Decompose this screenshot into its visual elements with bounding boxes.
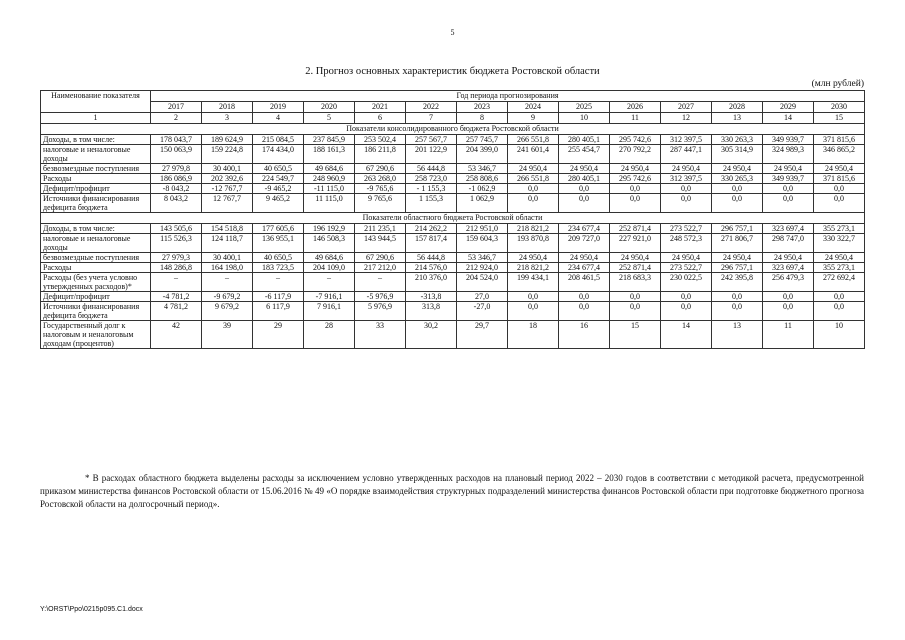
- page-number: 5: [450, 28, 455, 37]
- value-cell: 252 871,4: [610, 224, 661, 234]
- value-cell: 227 921,0: [610, 234, 661, 253]
- value-cell: -8 043,2: [151, 184, 202, 194]
- file-path: Y:\ORST\Ppo\0215p095.C1.docx: [40, 606, 143, 613]
- value-cell: 204 524,0: [457, 273, 508, 292]
- value-cell: 154 518,8: [202, 224, 253, 234]
- value-cell: –: [355, 273, 406, 292]
- column-number: 12: [661, 113, 712, 124]
- value-cell: 24 950,4: [610, 164, 661, 174]
- row-label: Дефицит/профицит: [41, 292, 151, 302]
- section-title: Показатели областного бюджета Ростовской области: [41, 213, 865, 224]
- year-header: 2024: [508, 102, 559, 113]
- table-row: [41, 145, 865, 164]
- section-header-row: [41, 213, 865, 224]
- value-cell: 210 376,0: [406, 273, 457, 292]
- value-cell: 0,0: [763, 194, 814, 213]
- value-cell: 0,0: [610, 302, 661, 321]
- value-cell: 0,0: [814, 194, 865, 213]
- value-cell: 30 400,1: [202, 253, 253, 263]
- value-cell: 18: [508, 321, 559, 349]
- value-cell: 355 273,1: [814, 263, 865, 273]
- year-header: 2021: [355, 102, 406, 113]
- value-cell: –: [151, 273, 202, 292]
- column-number: 15: [814, 113, 865, 124]
- value-cell: 323 697,4: [763, 263, 814, 273]
- table-row: [41, 174, 865, 184]
- column-number: 13: [712, 113, 763, 124]
- value-cell: 212 951,0: [457, 224, 508, 234]
- row-label: Государственный долг к налоговым и неналоговым доходам (процентов): [41, 321, 151, 349]
- value-cell: 218 821,2: [508, 263, 559, 273]
- value-cell: 252 871,4: [610, 263, 661, 273]
- value-cell: 230 022,5: [661, 273, 712, 292]
- value-cell: 24 950,4: [508, 253, 559, 263]
- column-number: 3: [202, 113, 253, 124]
- value-cell: 204 109,0: [304, 263, 355, 273]
- value-cell: 53 346,7: [457, 253, 508, 263]
- section-title: Показатели консолидированного бюджета Ростовской области: [41, 124, 865, 135]
- value-cell: 4 781,2: [151, 302, 202, 321]
- value-cell: 272 692,4: [814, 273, 865, 292]
- period-header: Год периода прогнозирования: [151, 91, 865, 102]
- value-cell: 214 576,0: [406, 263, 457, 273]
- value-cell: 157 817,4: [406, 234, 457, 253]
- column-number: 14: [763, 113, 814, 124]
- value-cell: 42: [151, 321, 202, 349]
- value-cell: 24 950,4: [610, 253, 661, 263]
- value-cell: 29: [253, 321, 304, 349]
- value-cell: 280 405,1: [559, 135, 610, 145]
- value-cell: -9 679,2: [202, 292, 253, 302]
- column-number: 11: [610, 113, 661, 124]
- value-cell: 295 742,6: [610, 174, 661, 184]
- value-cell: 257 745,7: [457, 135, 508, 145]
- value-cell: 212 924,0: [457, 263, 508, 273]
- value-cell: 273 522,7: [661, 263, 712, 273]
- column-number: 6: [355, 113, 406, 124]
- value-cell: 0,0: [559, 302, 610, 321]
- value-cell: 280 405,1: [559, 174, 610, 184]
- table-row: [41, 263, 865, 273]
- year-header: 2019: [253, 102, 304, 113]
- value-cell: 24 950,4: [559, 253, 610, 263]
- value-cell: 253 502,4: [355, 135, 406, 145]
- value-cell: 30,2: [406, 321, 457, 349]
- value-cell: 204 399,0: [457, 145, 508, 164]
- value-cell: 39: [202, 321, 253, 349]
- value-cell: 186 211,8: [355, 145, 406, 164]
- value-cell: 10: [814, 321, 865, 349]
- value-cell: 256 479,3: [763, 273, 814, 292]
- value-cell: 349 939,7: [763, 135, 814, 145]
- value-cell: 13: [712, 321, 763, 349]
- value-cell: 196 192,9: [304, 224, 355, 234]
- column-numbers-row: [41, 113, 865, 124]
- value-cell: 143 944,5: [355, 234, 406, 253]
- value-cell: -7 916,1: [304, 292, 355, 302]
- table-row: [41, 292, 865, 302]
- value-cell: –: [202, 273, 253, 292]
- value-cell: -6 117,9: [253, 292, 304, 302]
- value-cell: 188 161,3: [304, 145, 355, 164]
- value-cell: -5 976,9: [355, 292, 406, 302]
- value-cell: 33: [355, 321, 406, 349]
- value-cell: 40 650,5: [253, 253, 304, 263]
- value-cell: 146 508,3: [304, 234, 355, 253]
- name-column-header: Наименование показателя: [41, 91, 151, 113]
- value-cell: 218 821,2: [508, 224, 559, 234]
- value-cell: 11 115,0: [304, 194, 355, 213]
- value-cell: 287 447,1: [661, 145, 712, 164]
- value-cell: -4 781,2: [151, 292, 202, 302]
- table-row: [41, 135, 865, 145]
- table-row: [41, 253, 865, 263]
- value-cell: 0,0: [712, 184, 763, 194]
- value-cell: 199 434,1: [508, 273, 559, 292]
- table-row: [41, 302, 865, 321]
- value-cell: 217 212,0: [355, 263, 406, 273]
- value-cell: 27,0: [457, 292, 508, 302]
- year-header: 2025: [559, 102, 610, 113]
- year-header: 2023: [457, 102, 508, 113]
- value-cell: -9 765,6: [355, 184, 406, 194]
- value-cell: 248 960,9: [304, 174, 355, 184]
- value-cell: 201 122,9: [406, 145, 457, 164]
- value-cell: 24 950,4: [712, 164, 763, 174]
- value-cell: 159 604,3: [457, 234, 508, 253]
- value-cell: 305 314,9: [712, 145, 763, 164]
- value-cell: 0,0: [508, 194, 559, 213]
- value-cell: 371 815,6: [814, 174, 865, 184]
- value-cell: 0,0: [763, 184, 814, 194]
- value-cell: 5 976,9: [355, 302, 406, 321]
- value-cell: 24 950,4: [814, 253, 865, 263]
- value-cell: 371 815,6: [814, 135, 865, 145]
- value-cell: 24 950,4: [814, 164, 865, 174]
- budget-forecast-table: [40, 90, 865, 349]
- value-cell: 296 757,1: [712, 224, 763, 234]
- budget-table-container: [40, 90, 864, 349]
- value-cell: 183 723,5: [253, 263, 304, 273]
- value-cell: -12 767,7: [202, 184, 253, 194]
- value-cell: 178 043,7: [151, 135, 202, 145]
- value-cell: 346 865,2: [814, 145, 865, 164]
- value-cell: 0,0: [814, 184, 865, 194]
- value-cell: 14: [661, 321, 712, 349]
- value-cell: 0,0: [814, 302, 865, 321]
- row-label: Расходы (без учета условно утвержденных расходов)*: [41, 273, 151, 292]
- value-cell: - 1 155,3: [406, 184, 457, 194]
- value-cell: 15: [610, 321, 661, 349]
- value-cell: 255 454,7: [559, 145, 610, 164]
- year-header: 2026: [610, 102, 661, 113]
- value-cell: 234 677,4: [559, 263, 610, 273]
- value-cell: 0,0: [712, 302, 763, 321]
- value-cell: 324 989,3: [763, 145, 814, 164]
- value-cell: 115 526,3: [151, 234, 202, 253]
- column-number: 5: [304, 113, 355, 124]
- row-label: Доходы, в том числе:: [41, 224, 151, 234]
- year-header: 2017: [151, 102, 202, 113]
- value-cell: 0,0: [610, 194, 661, 213]
- value-cell: 6 117,9: [253, 302, 304, 321]
- table-row: [41, 164, 865, 174]
- value-cell: 67 290,6: [355, 164, 406, 174]
- value-cell: 313,8: [406, 302, 457, 321]
- value-cell: 9 679,2: [202, 302, 253, 321]
- row-label: Источники финансирования дефицита бюджета: [41, 194, 151, 213]
- value-cell: 124 118,7: [202, 234, 253, 253]
- value-cell: 271 806,7: [712, 234, 763, 253]
- row-label: Расходы: [41, 174, 151, 184]
- value-cell: 24 950,4: [763, 164, 814, 174]
- value-cell: 9 765,6: [355, 194, 406, 213]
- value-cell: 208 461,5: [559, 273, 610, 292]
- value-cell: 330 265,3: [712, 174, 763, 184]
- value-cell: 56 444,8: [406, 253, 457, 263]
- budget-table-body: [41, 124, 865, 349]
- value-cell: 237 845,9: [304, 135, 355, 145]
- year-header: 2018: [202, 102, 253, 113]
- value-cell: 174 434,0: [253, 145, 304, 164]
- value-cell: 30 400,1: [202, 164, 253, 174]
- column-number: 2: [151, 113, 202, 124]
- value-cell: 186 086,9: [151, 174, 202, 184]
- value-cell: -1 062,9: [457, 184, 508, 194]
- value-cell: 241 601,4: [508, 145, 559, 164]
- row-label: налоговые и неналоговые доходы: [41, 234, 151, 253]
- value-cell: 215 084,5: [253, 135, 304, 145]
- value-cell: 0,0: [661, 292, 712, 302]
- row-label: Дефицит/профицит: [41, 184, 151, 194]
- table-row: [41, 234, 865, 253]
- value-cell: 49 684,6: [304, 164, 355, 174]
- value-cell: 202 392,6: [202, 174, 253, 184]
- value-cell: –: [253, 273, 304, 292]
- value-cell: 53 346,7: [457, 164, 508, 174]
- value-cell: 258 808,6: [457, 174, 508, 184]
- value-cell: 312 397,5: [661, 174, 712, 184]
- value-cell: 224 549,7: [253, 174, 304, 184]
- value-cell: 248 572,3: [661, 234, 712, 253]
- value-cell: 12 767,7: [202, 194, 253, 213]
- value-cell: 263 268,0: [355, 174, 406, 184]
- value-cell: 67 290,6: [355, 253, 406, 263]
- value-cell: 0,0: [661, 184, 712, 194]
- value-cell: 234 677,4: [559, 224, 610, 234]
- value-cell: 9 465,2: [253, 194, 304, 213]
- value-cell: 323 697,4: [763, 224, 814, 234]
- value-cell: 330 322,7: [814, 234, 865, 253]
- value-cell: 273 522,7: [661, 224, 712, 234]
- value-cell: 24 950,4: [508, 164, 559, 174]
- year-header: 2029: [763, 102, 814, 113]
- value-cell: 40 650,5: [253, 164, 304, 174]
- value-cell: 193 870,8: [508, 234, 559, 253]
- value-cell: 330 263,3: [712, 135, 763, 145]
- value-cell: 0,0: [508, 184, 559, 194]
- year-header: 2020: [304, 102, 355, 113]
- table-row: [41, 184, 865, 194]
- value-cell: 0,0: [763, 292, 814, 302]
- value-cell: -313,8: [406, 292, 457, 302]
- value-cell: 257 567,7: [406, 135, 457, 145]
- value-cell: 136 955,1: [253, 234, 304, 253]
- value-cell: 0,0: [712, 292, 763, 302]
- value-cell: 270 792,2: [610, 145, 661, 164]
- value-cell: –: [304, 273, 355, 292]
- year-header: 2028: [712, 102, 763, 113]
- value-cell: 24 950,4: [661, 164, 712, 174]
- value-cell: 11: [763, 321, 814, 349]
- value-cell: 218 683,3: [610, 273, 661, 292]
- value-cell: 0,0: [508, 292, 559, 302]
- year-header: 2022: [406, 102, 457, 113]
- value-cell: 49 684,6: [304, 253, 355, 263]
- year-header: 2027: [661, 102, 712, 113]
- year-header: 2030: [814, 102, 865, 113]
- value-cell: 27 979,3: [151, 253, 202, 263]
- value-cell: 27 979,8: [151, 164, 202, 174]
- column-number: 4: [253, 113, 304, 124]
- value-cell: 0,0: [661, 302, 712, 321]
- column-number: 10: [559, 113, 610, 124]
- value-cell: 189 624,9: [202, 135, 253, 145]
- value-cell: 214 262,2: [406, 224, 457, 234]
- table-row: [41, 273, 865, 292]
- table-row: [41, 321, 865, 349]
- value-cell: 298 747,0: [763, 234, 814, 253]
- section-header-row: [41, 124, 865, 135]
- row-label: Источники финансирования дефицита бюджета: [41, 302, 151, 321]
- value-cell: -11 115,0: [304, 184, 355, 194]
- table-row: [41, 194, 865, 213]
- value-cell: -9 465,2: [253, 184, 304, 194]
- value-cell: 295 742,6: [610, 135, 661, 145]
- value-cell: 1 062,9: [457, 194, 508, 213]
- row-label: налоговые и неналоговые доходы: [41, 145, 151, 164]
- value-cell: 28: [304, 321, 355, 349]
- value-cell: -27,0: [457, 302, 508, 321]
- value-cell: 16: [559, 321, 610, 349]
- value-cell: 0,0: [661, 194, 712, 213]
- value-cell: 148 286,8: [151, 263, 202, 273]
- value-cell: 29,7: [457, 321, 508, 349]
- value-cell: 355 273,1: [814, 224, 865, 234]
- row-label: Доходы, в том числе:: [41, 135, 151, 145]
- value-cell: 159 224,8: [202, 145, 253, 164]
- value-cell: 296 757,1: [712, 263, 763, 273]
- value-cell: 177 605,6: [253, 224, 304, 234]
- row-label: Расходы: [41, 263, 151, 273]
- value-cell: 0,0: [610, 292, 661, 302]
- value-cell: 7 916,1: [304, 302, 355, 321]
- value-cell: 24 950,4: [661, 253, 712, 263]
- row-label: безвозмездные поступления: [41, 164, 151, 174]
- value-cell: 0,0: [610, 184, 661, 194]
- value-cell: 8 043,2: [151, 194, 202, 213]
- column-number: 8: [457, 113, 508, 124]
- value-cell: 0,0: [559, 184, 610, 194]
- column-number: 9: [508, 113, 559, 124]
- document-title: 2. Прогноз основных характеристик бюджета Ростовской области: [305, 66, 600, 77]
- value-cell: 1 155,3: [406, 194, 457, 213]
- value-cell: 266 551,8: [508, 174, 559, 184]
- value-cell: 349 939,7: [763, 174, 814, 184]
- years-header-row: [41, 102, 865, 113]
- footnote: * В расходах областного бюджета выделены расходы за исключением условно утвержденных расходов на плановый период 2022 – 2030 годов в соответствии с методикой расчета, предусмотренной приказом министерства финансов Ростовской области от 15.06.2016 № 49 «О порядке взаимодействия структурных подразделений министерства финансов Ростовской области при подготовке бюджетного прогноза Ростовской области на долгосрочный период».: [40, 473, 864, 509]
- units-label: (млн рублей): [811, 79, 864, 89]
- value-cell: 143 505,6: [151, 224, 202, 234]
- value-cell: 258 723,0: [406, 174, 457, 184]
- value-cell: 24 950,4: [559, 164, 610, 174]
- value-cell: 24 950,4: [763, 253, 814, 263]
- value-cell: 0,0: [559, 194, 610, 213]
- table-row: [41, 224, 865, 234]
- value-cell: 209 727,0: [559, 234, 610, 253]
- value-cell: 24 950,4: [712, 253, 763, 263]
- value-cell: 266 551,8: [508, 135, 559, 145]
- value-cell: 0,0: [814, 292, 865, 302]
- value-cell: 312 397,5: [661, 135, 712, 145]
- value-cell: 164 198,0: [202, 263, 253, 273]
- value-cell: 56 444,8: [406, 164, 457, 174]
- value-cell: 0,0: [508, 302, 559, 321]
- column-number: 1: [41, 113, 151, 124]
- row-label: безвозмездные поступления: [41, 253, 151, 263]
- value-cell: 150 063,9: [151, 145, 202, 164]
- column-number: 7: [406, 113, 457, 124]
- value-cell: 211 235,1: [355, 224, 406, 234]
- value-cell: 0,0: [763, 302, 814, 321]
- value-cell: 0,0: [559, 292, 610, 302]
- value-cell: 0,0: [712, 194, 763, 213]
- value-cell: 242 395,8: [712, 273, 763, 292]
